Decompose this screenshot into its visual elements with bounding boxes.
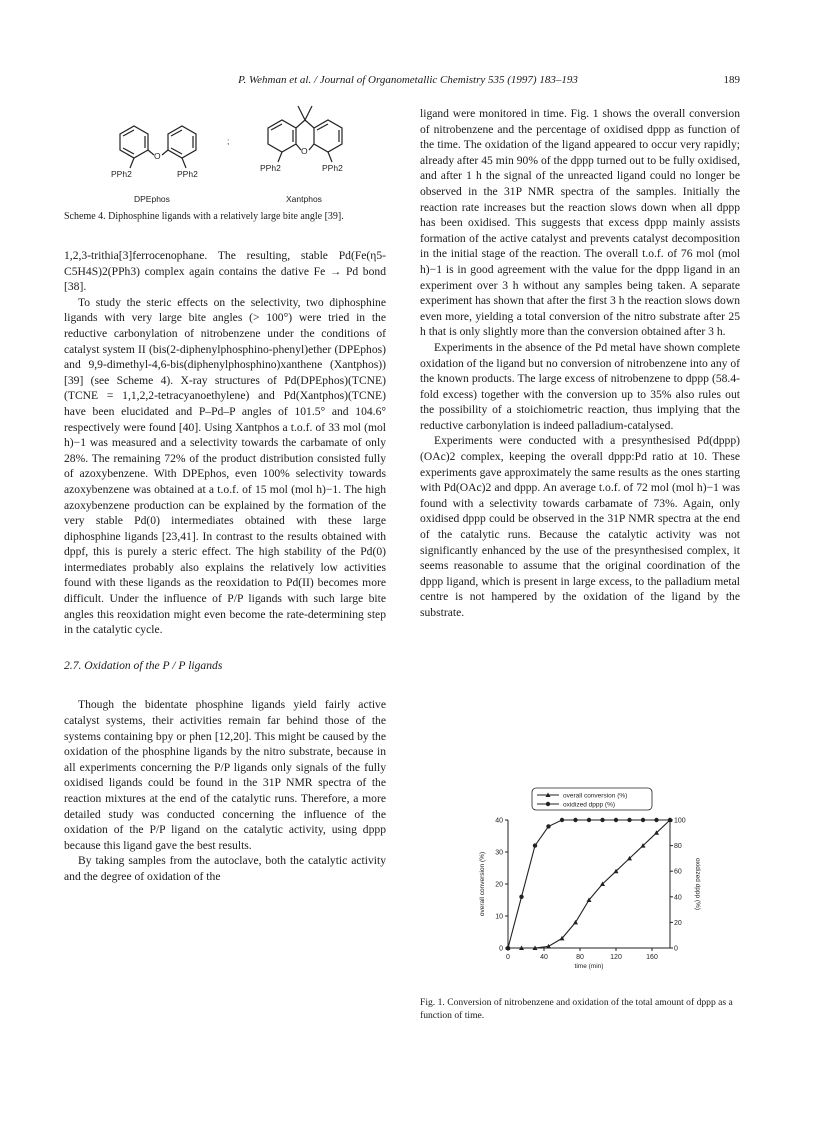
legend-label: oxidized dppp (%) bbox=[563, 801, 616, 809]
data-point-circle bbox=[587, 818, 591, 822]
conversion-chart bbox=[420, 784, 750, 984]
data-point-circle bbox=[627, 818, 631, 822]
x-tick-label: 0 bbox=[506, 954, 510, 961]
paragraph-no-pd: Experiments in the absence of the Pd metal have shown complete oxidation of the ligand but no conversion of nitrobenzene into any of the known products. The large excess of nitrobenzene to dppp (58.4-fold excess) together with the conversion up to 35% also rules out the possibility of a stoichiometric reaction, thus implying that the reductive carbonylation is indeed palladium-catalysed. bbox=[420, 340, 740, 432]
legend-marker-circle bbox=[546, 802, 550, 806]
paragraph-oxidation-intro: Though the bidentate phosphine ligands yield fairly active catalyst systems, their activities remain far behind those of the systems containing bpy or phen [12,20]. This might be caused by the oxidation of the phosphine ligands by the nitro substrate, because in all experiments concerning the P/P ligands only signals of the fully oxidised ligands could be found in the 31P NMR spectra of the reaction mixtures at the end of the catalytic runs. Therefore, a more detailed study was conducted concerning the influence of the oxidation of the P/P ligand on the catalytic activity, using dppp because this ligand gave the best results. bbox=[64, 698, 386, 852]
dpephos-oxygen-label: O bbox=[154, 151, 161, 161]
scheme-caption: Scheme 4. Diphosphine ligands with a relatively large bite angle [39]. bbox=[64, 211, 344, 222]
y-tick-label-right: 80 bbox=[674, 843, 682, 851]
section-title: 2.7. Oxidation of the P / P ligands bbox=[64, 658, 223, 672]
paragraph-sampling: By taking samples from the autoclave, both the catalytic activity and the degree of oxidation of the bbox=[64, 854, 386, 883]
x-axis-label: time (min) bbox=[574, 963, 604, 970]
paragraph-presynthesised: Experiments were conducted with a presynthesised Pd(dppp)(OAc)2 complex, keeping the overall dppp:Pd ratio at 10. These experiments gave approximately the same results as the ones starting with Pd(OAc)2 and dppp. An average t.o.f. of 72 mol (mol h)−1 was found with a selectivity towards carbamate of 73%. Again, only oxidised dppp could be observed in the 31P NMR spectra at the end of the catalytic runs. Because the catalytic activity was not significantly enhanced by the use of the presynthesised complex, it seems reasonable to assume that the original coordination of the dppp ligand, which is present in large excess, to the palladium metal centre is not hampered by the oxidation of the ligand by the substrate. bbox=[420, 434, 740, 619]
data-point-circle bbox=[519, 895, 523, 899]
xantphos-name: Xantphos bbox=[286, 194, 322, 204]
y-tick-label-left: 40 bbox=[495, 817, 503, 825]
y-tick-label-right: 100 bbox=[674, 817, 686, 825]
data-point-triangle bbox=[573, 920, 578, 925]
y-tick-label-right: 60 bbox=[674, 868, 682, 876]
data-point-circle bbox=[573, 818, 577, 822]
left-column bbox=[64, 98, 386, 885]
data-point-circle bbox=[546, 824, 550, 828]
dpephos-name: DPEphos bbox=[134, 194, 170, 204]
series-line bbox=[508, 820, 670, 948]
page-number: 189 bbox=[723, 74, 740, 86]
paragraph-steric-effects: To study the steric effects on the selectivity, two diphosphine ligands with very large bite angles (> 100°) were tried in the reductive carbonylation of nitrobenzene under the conditions of catalyst system II (bis(2-diphenylphosphino-phenyl)ether (DPEphos) and 9,9-dimethyl-4,6-bis(diphenylphosphino)xanthene (Xantphos)) [39] (see Scheme 4). X-ray structures of Pd(DPEphos)(TCNE) (TCNE = 1,1,2,2-tetracyanoethylene) and Pd(Xantphos)(TCNE) have been elucidated and P–Pd–P angles of 101.5° and 104.6° respectively were found [40]. Using Xantphos a t.o.f. of 33 mol (mol h)−1 was measured and a selectivity towards the carbamate of only 28%. The remaining 72% of the product distribution consisted fully of azoxybenzene. With DPEphos, even 100% selectivity towards azoxybenzene was obtained at a t.o.f. of 15 mol (mol h)−1. The high azoxybenzene production can be explained by the formation of the very stable Pd(0) intermediates obtained with these large diphosphine ligands [23,41]. In contrast to the results obtained with dppf, this is purely a steric effect. The high stability of the Pd(0) intermediates probably also explains the relatively low activities found with these ligands as the reoxidation to Pd(II) becomes more difficult. Under the influence of P/P ligands with such large bite angles this reoxidation might even become the rate-determining step in the catalytic cycle. bbox=[64, 295, 386, 637]
dpephos-pph2-right: PPh2 bbox=[177, 169, 198, 179]
data-point-circle bbox=[614, 818, 618, 822]
y-tick-label-left: 30 bbox=[495, 849, 503, 857]
xantphos-pph2-left: PPh2 bbox=[260, 163, 281, 173]
x-tick-label: 120 bbox=[610, 954, 622, 961]
y-axis-label-left: overall conversion (%) bbox=[479, 851, 486, 917]
data-point-circle bbox=[654, 818, 658, 822]
dpephos-pph2-left: PPh2 bbox=[111, 169, 132, 179]
xantphos-pph2-right: PPh2 bbox=[322, 163, 343, 173]
data-point-circle bbox=[560, 818, 564, 822]
xantphos-oxygen-label: O bbox=[301, 146, 308, 156]
figure-1 bbox=[420, 784, 750, 984]
running-header bbox=[0, 74, 816, 90]
paragraph-monitoring: ligand were monitored in time. Fig. 1 shows the overall conversion of nitrobenzene and the percentage of oxidised dppp as function of the time. The oxidation of the ligand appeared to occur very rapidly; already after 45 min 90% of the dppp turned out to be fully oxidised, and after 1 h the signal of the unreacted ligand could no longer be observed in the 31P NMR spectra of the samples. Initially the reaction rate increases but the reaction slows down when all dppp has been oxidised. This suggests that excess dppp mainly assists formation of the active catalyst and prevents catalyst decomposition in the initial stage of the reaction. The overall t.o.f. of 76 mol (mol h)−1 is in good agreement with the value for the dppp ligand in an experiment over 3 h without any samples being taken. A separate experiment has shown that after the first 3 h the reaction slows down even more, yielding a total conversion of the nitro substrate after 25 h that is only slightly more than the conversion obtained after 3 h. bbox=[420, 107, 740, 339]
x-tick-label: 40 bbox=[540, 954, 548, 961]
x-tick-label: 160 bbox=[646, 954, 658, 961]
data-point-circle bbox=[641, 818, 645, 822]
data-point-circle bbox=[533, 843, 537, 847]
legend-label: overall conversion (%) bbox=[563, 792, 628, 800]
data-point-circle bbox=[668, 818, 672, 822]
scheme-separator: ; bbox=[227, 136, 230, 146]
data-point-circle bbox=[506, 946, 510, 950]
y-tick-label-left: 0 bbox=[499, 945, 503, 953]
x-tick-label: 80 bbox=[576, 954, 584, 961]
y-tick-label-right: 40 bbox=[674, 894, 682, 902]
data-point-circle bbox=[600, 818, 604, 822]
diphosphine-structures bbox=[64, 98, 386, 218]
y-tick-label-right: 20 bbox=[674, 919, 682, 927]
figure-caption: Fig. 1. Conversion of nitrobenzene and oxidation of the total amount of dppp as a function of time. bbox=[420, 996, 733, 1021]
paragraph-ferrocenophane: 1,2,3-trithia[3]ferrocenophane. The resulting, stable Pd(Fe(η5-C5H4S)2(PPh3) complex again contains the dative Fe → Pd bond [38]. bbox=[64, 249, 386, 294]
y-tick-label-left: 10 bbox=[495, 913, 503, 921]
y-axis-label-right: oxidized dppp (%) bbox=[694, 857, 701, 911]
right-column bbox=[420, 106, 740, 621]
y-tick-label-left: 20 bbox=[495, 881, 503, 889]
journal-citation: P. Wehman et al. / Journal of Organometallic Chemistry 535 (1997) 183–193 bbox=[238, 74, 578, 86]
scheme-4 bbox=[64, 98, 386, 248]
series-line bbox=[508, 820, 670, 948]
y-tick-label-right: 0 bbox=[674, 945, 678, 953]
